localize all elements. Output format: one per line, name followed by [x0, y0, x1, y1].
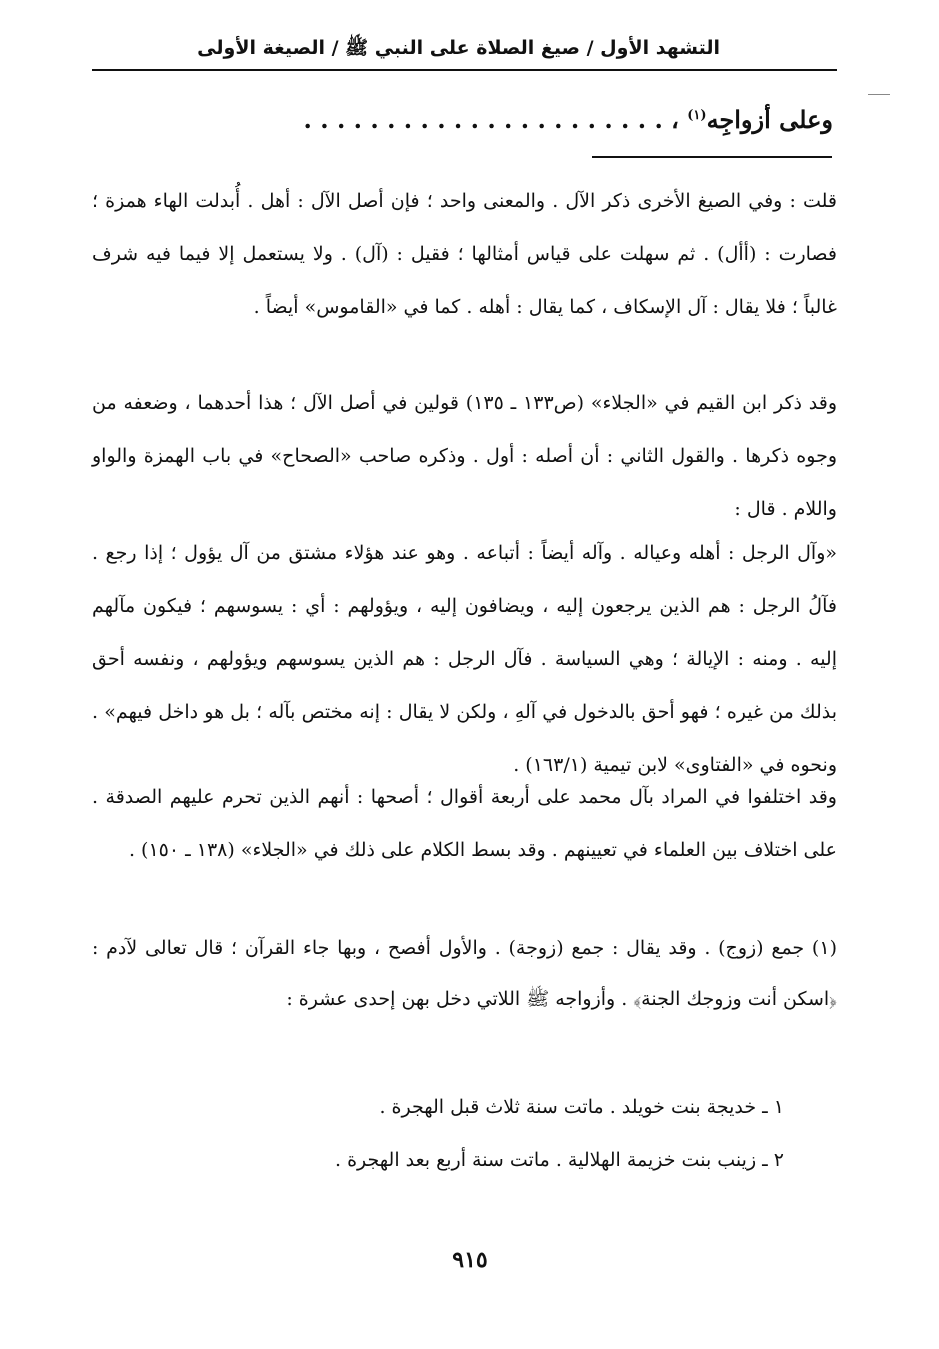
footnote-paragraph: (١) جمع (زوج) . وقد يقال : جمع (زوجة) . والأول أفصح ، وبها جاء القرآن ؛ قال تعالى لآدم : ﴿اسكن أنت وزوجك الجنة﴾ . وأزواجه ﷺ اللاتي دخل بهن إحدى عشرة :: [92, 937, 837, 1010]
list-item: ٢ ـ زينب بنت خزيمة الهلالية . ماتت سنة أربع بعد الهجرة .: [335, 1149, 784, 1171]
matn-rule: [592, 156, 832, 158]
matn-text: وعلى أزواجِه: [706, 105, 833, 134]
commentary-paragraph-1: قلت : وفي الصيغ الأخرى ذكر الآل . والمعنى واحد ؛ فإن أصل الآل : أهل . أُبدلت الهاء همزة ؛ فصارت : (أأل) . ثم سهلت على قياس أمثالها ؛ فقيل : (آل) . ولا يستعمل إلا فيما فيه شرف غالباً ؛ فلا يقال : آل الإسكاف ، كما يقال : أهله . كما في «القاموس» أيضاً .: [92, 190, 837, 318]
header-rule: [92, 69, 837, 71]
running-header: التشهد الأول / صيغ الصلاة على النبي ﷺ / الصيغة الأولى: [197, 37, 720, 59]
matn-trailing-dots: ، . . . . . . . . . . . . . . . . . . . . . .: [303, 105, 679, 134]
commentary-paragraph-3: وقد اختلفوا في المراد بآل محمد على أربعة أقوال ؛ أصحها : أنهم الذين تحرم عليهم الصدقة . على اختلاف بين العلماء في تعيينهم . وقد بسط الكلام على ذلك في «الجلاء» (١٣٨ ـ ١٥٠) .: [92, 786, 837, 861]
quotation-paragraph: «وآل الرجل : أهله وعياله . وآله أيضاً : أتباعه . وهو عند هؤلاء مشتق من آل يؤول ؛ إذا رجع . فآلُ الرجل : هم الذين يرجعون إليه ، ويضافون إليه ، ويؤولهم : أي : يسوسهم ؛ فيكون مآلهم إليه . ومنه : الإيالة ؛ وهي السياسة . فآل الرجل : هم الذين يسوسهم ويؤولهم ، ونفسه أحق بذلك من غيره ؛ فهو أحق بالدخول في آلهِ ، ولكن لا يقال : إنه مختص بآله ؛ بل هو داخل فيهم» . ونحوه في «الفتاوى» لابن تيمية (١٦٣/١) .: [92, 542, 837, 776]
margin-mark: [868, 94, 890, 95]
page-number: ٩١٥: [452, 1247, 488, 1273]
commentary-paragraph-2: وقد ذكر ابن القيم في «الجلاء» (ص١٣٣ ـ ١٣٥) قولين في أصل الآل ؛ هذا أحدهما ، وضعفه من وجوه ذكرها . والقول الثاني : أن أصله : أول . وذكره صاحب «الصحاح» في باب الهمزة والواو واللام . قال :: [92, 392, 838, 520]
list-item: ١ ـ خديجة بنت خويلد . ماتت سنة ثلاث قبل الهجرة .: [379, 1096, 784, 1118]
matn-line: [88, 100, 833, 140]
footnote-reference: (١): [687, 108, 707, 123]
